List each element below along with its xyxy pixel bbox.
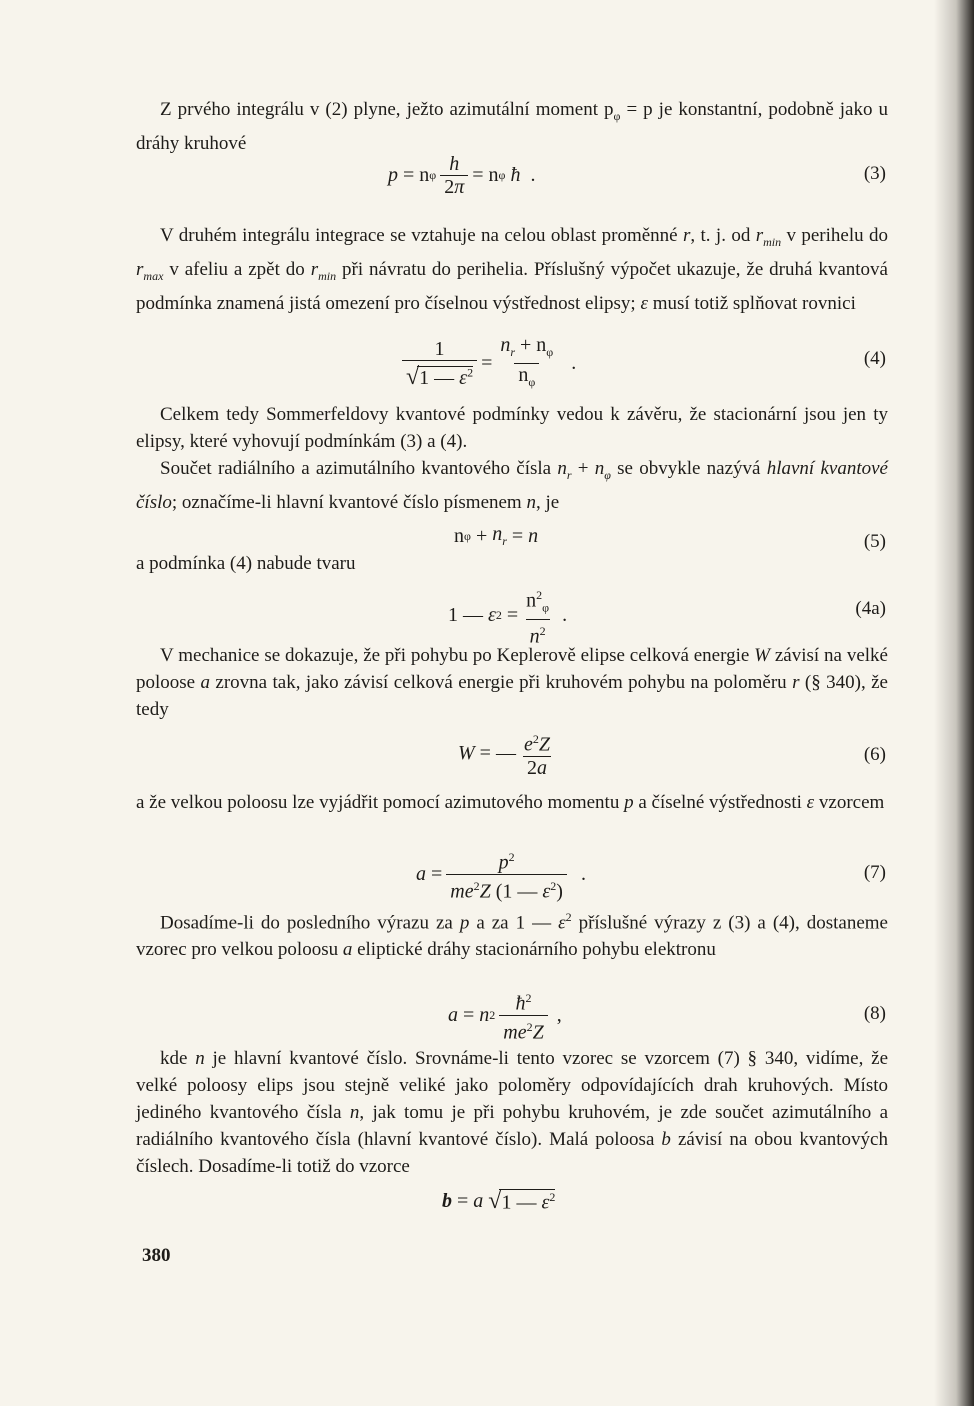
equation-3: p = n φ $\frac{h}{2\pi}$ = n φ ħ . (3) <box>388 153 886 198</box>
equation-number: (4a) <box>855 598 886 619</box>
equation-number: (3) <box>863 163 886 184</box>
paragraph-5: a podmínka (4) nabude tvaru <box>136 553 356 574</box>
equation-7: a = $\frac{p^2}{me^2Z (1 — \varepsilon^2)}$ . (7) <box>416 850 886 903</box>
paragraph-8: Dosadíme-li do posledního výrazu za p a za 1 — $\varepsilon^2$ příslušné výrazy z (3) a (4), dostaneme vzorec pro velkou poloosu a eliptické dráhy stacionárního pohybu elektronu <box>136 910 888 961</box>
equation-6: W = — $\frac{e^2Z}{2a}$ (6) <box>458 732 886 779</box>
equation-number: (7) <box>863 862 886 883</box>
paragraph-1: Z prvého integrálu v (2) plyne, ježto azimutální moment $p_\varphi = p$ je konstantní, podobně jako u dráhy kruhové <box>136 99 888 154</box>
page-number: 380 <box>142 1245 171 1266</box>
paragraph-7: a že velkou poloosu lze vyjádřit pomocí azimutového momentu p a číselné výstřednosti ε vzorcem <box>136 792 885 813</box>
equation-number: (8) <box>863 1003 886 1024</box>
equation-4: $\frac{1}{√1 — \varepsilon^2}$ = $\frac{n_r + n_\varphi}{n_\varphi}$ . (4) <box>136 340 888 380</box>
equation-number: (5) <box>863 531 886 552</box>
paragraph-6: V mechanice se dokazuje, že při pohybu po Keplerově elipse celková energie W závisí na velké poloose a zrovna tak, jako závisí celková energie při kruhovém pohybu na poloměru r (§ 340), že tedy <box>136 645 888 720</box>
paragraph-4: Součet radiálního a azimutálního kvantového čísla $n_r + n_\varphi$ se obvykle nazývá hlavní kvantové číslo; označíme-li hlavní kvantové číslo písmenem n, je <box>136 458 888 513</box>
paragraph-2: V druhém integrálu integrace se vztahuje na celou oblast proměnné r, t. j. od $r_{min}$ v perihelu do $r_{max}$ v afeliu a zpět do $r_{min}$ při návratu do perihelia. Příslušný výpočet ukazuje, že druhá kvantová podmínka znamená jistá omezení pro číselnou výstřednost elipsy; ε musí totiž splňovat rovnici <box>136 225 888 314</box>
equation-5: n φ + $n_r$ = n (5) <box>454 523 886 552</box>
equation-8: a = n 2 $\frac{ħ^2}{me^2Z}$ , (8) <box>448 991 886 1044</box>
paragraph-3: Celkem tedy Sommerfeldovy kvantové podmínky vedou k závěru, že stacionární jsou jen ty elipsy, které vyhovují podmínkám (3) a (4). <box>136 404 888 452</box>
paragraph-9: kde n je hlavní kvantové číslo. Srovnáme-li tento vzorec se vzorcem (7) § 340, vidíme, že velké poloosy elips jsou stejně veliké jako poloměry odpovídajících drah kruhových. Místo jediného kvantového čísla n, jak tomu je při pohybu kruhovém, je zde součet azimutálního a radiálního kvantového čísla (hlavní kvantové číslo). Malá poloosa b závisí na obou kvantových číslech. Dosadíme-li totiž do vzorce <box>136 1048 888 1177</box>
equation-4a: 1 — ε 2 = $\frac{n^2_\varphi}{n^2}$ . (4a) <box>448 588 886 648</box>
page-edge-shadow <box>934 0 974 1406</box>
equation-number: (4) <box>863 348 886 369</box>
equation-number: (6) <box>863 744 886 765</box>
equation-b: b = a √ 1 — $\varepsilon^2$ <box>442 1188 556 1214</box>
